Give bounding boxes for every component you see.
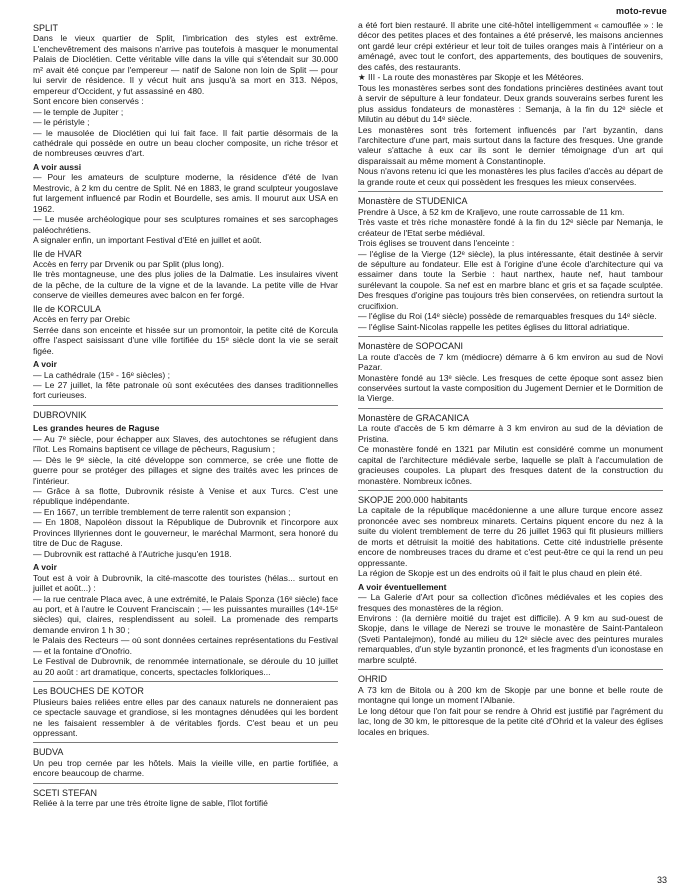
paragraph: Ile très montagneuse, une des plus jolies de la Dalmatie. Les insulaires vivent de la pêche, de la culture de la vigne et de la lavande. La petite ville de Hvar conserve de vieilles demeures avec balcon en fer forgé. <box>33 269 338 301</box>
section-divider <box>33 681 338 682</box>
section-heading: Ile de HVAR <box>33 248 82 259</box>
section-divider <box>33 742 338 743</box>
section-heading: Monastère de STUDENICA <box>358 196 468 207</box>
paragraph: — l'église du Roi (14ᵉ siècle) possède de remarquables fresques du 14ᵉ siècle. <box>358 311 657 322</box>
page-number: 33 <box>656 875 667 885</box>
paragraph: La route d'accès de 5 km démarre à 3 km environ au sud de la déviation de Pristina. <box>358 423 663 444</box>
paragraph: — Dubrovnik est rattaché à l'Autriche jusqu'en 1918. <box>33 548 232 559</box>
section-divider <box>358 669 663 670</box>
paragraph: Serrée dans son enceinte et hissée sur un promontoir, la petite cité de Korcula offre l'aspect saisissant d'une ville fortifiée du 15ᵉ siècle dont la vie se serait figée. <box>33 324 338 356</box>
section-divider <box>358 336 663 337</box>
section-heading: Les BOUCHES DE KOTOR <box>33 686 144 697</box>
paragraph: Le Festival de Dubrovnik, de renommée internationale, se déroule du 10 juillet au 20 août : art dramatique, concerts, spectacles folkloriques... <box>33 656 338 677</box>
section-heading: Ile de KORCULA <box>33 303 102 314</box>
paragraph: Ce monastère fondé en 1321 par Milutin est considéré comme un monument capital de l'architecture médiévale serbe, laquelle se plaît à l'accumulation de gracieuses coupoles. La plupart des fresques datent de la construction du monastère. Nombreux icônes. <box>358 444 663 486</box>
paragraph: — l'église Saint-Nicolas rappelle les petites églises du littoral adriatique. <box>358 321 630 332</box>
paragraph: — En 1808, Napoléon dissout la République de Dubrovnik et l'incorpore aux Provinces Illyriennes dont le gouverneur, le maréchal Marmont, sera honoré du titre de Duc de Raguse. <box>33 517 338 549</box>
section-heading: BUDVA <box>33 747 64 758</box>
paragraph: Dans le vieux quartier de Split, l'imbrication des styles est extrême. L'enchevêtrement des maisons n'arrive pas toutefois à masquer le monumental Palais de Dioclétien. Cette véritable ville dans la ville qui s'étendait sur 30.000 m² avait été conçue par l'empereur — natif de Salone non loin de Split — pour lui servir de résidence. Il y vécut huit ans jusqu'à sa mort en 313. Népos, empereur d'Occident, y fut assassiné en 480. <box>33 33 338 96</box>
right-column <box>358 20 663 737</box>
subheading: A voir aussi <box>33 161 82 172</box>
section-heading: SKOPJE 200.000 habitants <box>358 495 468 506</box>
subheading: A voir <box>33 359 57 370</box>
paragraph: — En 1667, un terrible tremblement de terre ralentit son expansion ; <box>33 506 291 517</box>
paragraph: — l'église de la Vierge (12ᵉ siècle), la plus intéressante, était destinée à servir de sépulture au fondateur. Elle est à l'origine d'une école d'architecture qui va essaimer dans toute la Serbie : haut narthex, haute nef, haut tambour surélevant la coupole. Sa nef est en marbre blanc et gris et sa façade sculptée. Des fresques d'origine pas toujours très bien conservées, on retiendra surtout la crucifixion. <box>358 248 663 311</box>
paragraph: La région de Skopje est un des endroits où il fait le plus chaud en plein été. <box>358 568 643 579</box>
section-divider <box>33 405 338 406</box>
paragraph: Tous les monastères serbes sont des fondations princières destinées avant tout à servir de sépulture à leur fondateur. Deux grands souverains serbes furent les plus assidus fondateurs de monastères : Semanja, à la fin du 12ᵉ siècle et Milutin au début du 14ᵉ siècle. <box>358 82 663 125</box>
paragraph: Le long détour que l'on fait pour se rendre à Ohrid est justifié par l'agrément du lac, long de 30 km, le pittoresque de la petite cité d'Ohrid et la valeur des églises locales en briques. <box>358 705 663 737</box>
section-divider <box>358 408 663 409</box>
paragraph: — Le musée archéologique pour ses sculptures romaines et ses sarcophages paléochrétiens. <box>33 214 338 235</box>
paragraph: le Palais des Recteurs — où sont données certaines représentations du Festival — et la fontaine d'Onofrio. <box>33 635 338 656</box>
paragraph: — La cathédrale (15ᵉ - 16ᵉ siècles) ; <box>33 369 170 380</box>
paragraph: — Pour les amateurs de sculpture moderne, la résidence d'été de Ivan Mestrovic, à 2 km du centre de Split. Né en 1883, le grand sculpteur yougoslave fut largement influencé par Rodin et Bourdelle, ses amis. Il mourut aux USA en 1962. <box>33 172 338 214</box>
paragraph: A 73 km de Bitola ou à 200 km de Skopje par une bonne et belle route de montagne qui longe un moment l'Albanie. <box>358 684 663 706</box>
paragraph: Prendre à Usce, à 52 km de Kraljevo, une route carrossable de 11 km. <box>358 206 625 217</box>
paragraph: Accès en ferry par Orebic <box>33 314 130 325</box>
paragraph: Trois églises se trouvent dans l'enceinte : <box>358 238 515 249</box>
paragraph: Très vaste et très riche monastère fondé à la fin du 12ᵉ siècle par Nemanja, le créateur de l'Etat serbe médiéval. <box>358 217 663 238</box>
paragraph: Tout est à voir à Dubrovnik, la cité-mascotte des touristes (hélas... surtout en juillet et août...) : <box>33 572 338 594</box>
left-column <box>33 20 338 809</box>
paragraph: — le temple de Jupiter ; <box>33 106 124 117</box>
paragraph: Nous n'avons retenu ici que les monastères les plus faciles d'accès au départ de la grande route et ceux qui possèdent les fresques les mieux conservées. <box>358 166 663 187</box>
paragraph: Reliée à la terre par une très étroite ligne de sable, l'îlot fortifié <box>33 798 268 809</box>
paragraph: La route d'accès de 7 km (médiocre) démarre à 6 km environ au sud de Novi Pazar. <box>358 351 663 373</box>
section-divider <box>358 191 663 192</box>
magazine-header: moto-revue <box>615 6 667 16</box>
paragraph: a été fort bien restauré. Il abrite une cité-hôtel intelligemment « camouflée » : le décor des petites places et des fontaines a été préservé, les maisons anciennes ont gardé leur crépi extérieur et leur toit de tuiles oranges mais à l'intérieur on a aménagé, avec tout le confort, des appartements, des boutiques de souvenirs, des cafés, des restaurants. <box>358 20 663 72</box>
paragraph: — La Galerie d'Art pour sa collection d'icônes médiévales et les copies des fresques des monastères de la région. <box>358 592 663 613</box>
paragraph: Environs : (la dernière moitié du trajet est difficile). A 9 km au sud-ouest de Skopje, dans le village de Nerezi se trouve le monastère de Saint-Pantaleon (Sveti Pantalejmon), fondé au milieu du 12ᵉ siècle avec des peintures murales remarquables, d'un style byzantin prononcé, et les fragments d'un iconostase en marbre sculpté. <box>358 613 663 665</box>
paragraph: — le péristyle ; <box>33 117 90 128</box>
paragraph: Monastère fondé au 13ᵉ siècle. Les fresques de cette époque sont assez bien conservées surtout la vaste composition du Jugement Dernier et le Dormition de la Vierge. <box>358 372 663 404</box>
subheading: Les grandes heures de Raguse <box>33 423 160 434</box>
section-heading: SPLIT <box>33 23 59 33</box>
section-heading: Monastère de SOPOCANI <box>358 341 464 352</box>
paragraph: — la rue centrale Placa avec, à une extrémité, le Palais Sponza (16ᵉ siècle) face au port, et à l'autre le Couvent Franciscain ; — les puissantes murailles (14ᵉ-15ᵉ siècles) qui, claires, resplendissent au soleil. La promenade des remparts demande environ 1 h 30 ; <box>33 593 338 635</box>
paragraph: — le mausolée de Dioclétien qui lui fait face. Il fait partie désormais de la cathédrale qui possède en outre un beau clocher composite, un riche trésor et de nombreuses œuvres d'art. <box>33 127 338 159</box>
section-heading: SCETI STEFAN <box>33 787 98 798</box>
paragraph: Plusieurs baies reliées entre elles par des canaux naturels ne donneraient pas ce spectacle sauvage et grandiose, si les montagnes dénudées qui les bordent ne les faisaient ressembler à de véritables fjords. C'est beau et un peu oppressant. <box>33 696 338 738</box>
paragraph: Un peu trop cernée par les hôtels. Mais la vieille ville, en partie fortifiée, a encore beaucoup de charme. <box>33 757 338 779</box>
paragraph: — Dès le 9ᵉ siècle, la cité développe son commerce, se crée une flotte de guerre pour se protéger des pillages et signe des traités avec les princes de l'intérieur. <box>33 454 338 486</box>
paragraph: — Grâce à sa flotte, Dubrovnik résiste à Venise et aux Turcs. C'est une république indépendante. <box>33 486 338 507</box>
paragraph: Les monastères sont très fortement influencés par l'art byzantin, dans l'architecture d'une part, mais surtout dans la facture des fresques. Une grande valeur s'attache à eux car ils sont le dernier témoignage d'un art qui disparaissait au même moment à Constantinople. <box>358 124 663 166</box>
paragraph: ★ III - La route des monastères par Skopje et les Météores. <box>358 72 584 83</box>
paragraph: Sont encore bien conservés : <box>33 96 144 107</box>
section-heading: DUBROVNIK <box>33 409 87 420</box>
paragraph: Accès en ferry par Drvenik ou par Split (plus long). <box>33 258 224 269</box>
paragraph: La capitale de la république macédonienne a une allure turque encore assez prononcée avec ses nombreux minarets. Certains piquent encore du nez à la suite du violent tremblement de terre du 26 juillet 1963 qui fit plusieurs milliers de morts et détruisit la moitié des habitations. Cette cité industrielle présente encore de nombreuses traces du drame et c'est peut-être ce qui la rend un peu oppressante. <box>358 505 663 568</box>
paragraph: — Le 27 juillet, la fête patronale où sont exécutées des danses traditionnelles fort curieuses. <box>33 379 338 401</box>
subheading: A voir <box>33 562 57 573</box>
subheading: A voir éventuellement <box>358 581 447 592</box>
section-divider <box>358 490 663 491</box>
paragraph: A signaler enfin, un important Festival d'Eté en juillet et août. <box>33 235 262 246</box>
section-heading: Monastère de GRACANICA <box>358 412 470 423</box>
section-divider <box>33 783 338 784</box>
section-heading: OHRID <box>358 674 387 685</box>
paragraph: — Au 7ᵉ siècle, pour échapper aux Slaves, des autochtones se réfugient dans l'îlot. Les Romains baptisent ce village de pêcheurs, Ragusium ; <box>33 433 338 455</box>
